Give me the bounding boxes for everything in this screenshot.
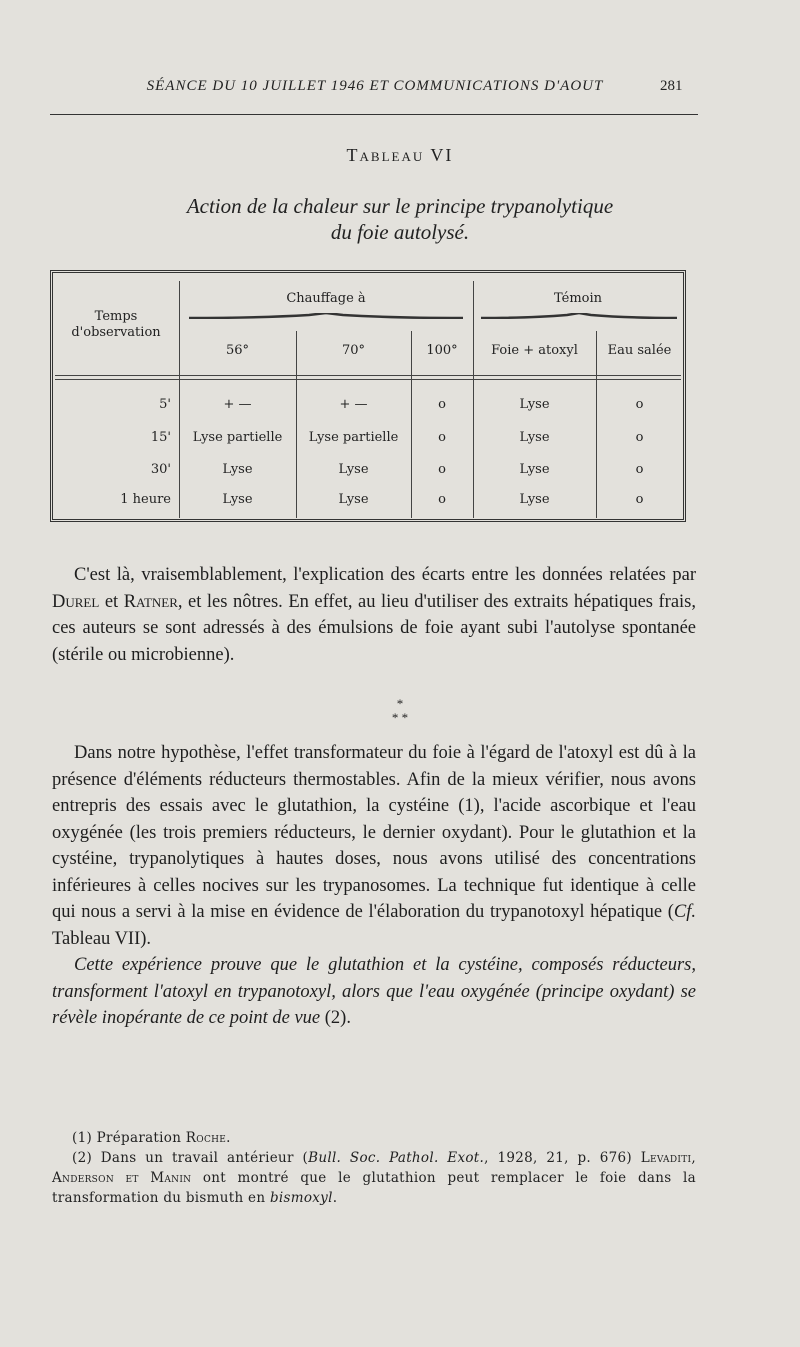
table-divider — [411, 331, 412, 518]
caption-line-2: du foie autolysé. — [330, 220, 470, 244]
row-1-foie: Lyse — [519, 397, 550, 412]
header-separator — [55, 375, 681, 376]
para1-text: C'est là, vraisemblablement, l'explication des écarts entre les données relatées par — [74, 565, 696, 585]
brace-heating — [189, 313, 463, 319]
row-1-eau: o — [635, 397, 644, 412]
sub-header-eau-salee: Eau salée — [607, 343, 672, 358]
col-time-header-2: d'observation — [71, 325, 161, 340]
row-4-56: Lyse — [222, 492, 253, 507]
running-title: SÉANCE DU 10 JUILLET 1946 ET COMMUNICATIONS D'AOUT — [146, 78, 604, 94]
row-4-time: 1 heure — [120, 492, 171, 507]
row-3-100: o — [438, 462, 446, 477]
footnote-text: (2) Dans un travail antérieur ( — [72, 1150, 309, 1166]
conclusion-italic: Cette expérience prouve que le glutathion et la cystéine, composés réducteurs, transforment l'atoxyl en trypanotoxyl, alors que l'eau oxygénée (principe oxydant) se révèle inopérante de ce point de vue — [52, 955, 696, 1028]
separator-star-top: * — [396, 696, 404, 711]
footnote-text: . — [332, 1190, 338, 1206]
paragraph-1 — [52, 562, 696, 668]
caption-line-1: Action de la chaleur sur le principe trypanolytique — [186, 194, 614, 218]
para2-text: Tableau VII). — [52, 928, 152, 949]
page-number: 281 — [660, 78, 683, 94]
results-table — [50, 270, 686, 522]
para1-text: et — [99, 591, 124, 612]
col-time-header-1: Temps — [94, 309, 138, 324]
author-ratner: Ratner — [123, 591, 178, 612]
header-rule — [50, 114, 698, 115]
footnotes — [52, 1128, 696, 1208]
table-divider — [296, 331, 297, 518]
footnote-text: . — [226, 1130, 231, 1146]
row-1-56: + — — [223, 397, 252, 412]
journal-title: Bull. Soc. Pathol. Exot. — [308, 1150, 485, 1166]
row-2-eau: o — [635, 430, 644, 445]
group-control-header: Témoin — [553, 291, 603, 306]
footnote-term: bismoxyl — [269, 1190, 333, 1206]
row-4-eau: o — [635, 492, 644, 507]
footnote-text: (1) Préparation — [72, 1130, 186, 1146]
row-3-foie: Lyse — [519, 462, 550, 477]
footnote-authors: Levaditi, Anderson et Manin — [52, 1150, 696, 1186]
author-durel: Durel — [52, 591, 100, 612]
sub-header-foie-atoxyl: Foie + atoxyl — [491, 343, 578, 358]
table-caption — [100, 193, 700, 245]
footnote-ref-2: (2). — [320, 1008, 351, 1028]
sub-header-100: 100° — [426, 343, 458, 358]
row-4-70: Lyse — [338, 492, 369, 507]
footnote-text: , 1928, 21, p. 676) — [484, 1150, 641, 1166]
row-4-foie: Lyse — [519, 492, 550, 507]
row-1-70: + — — [339, 397, 368, 412]
row-3-56: Lyse — [222, 462, 253, 477]
row-1-time: 5' — [159, 397, 171, 412]
footnote-name: Roche — [185, 1130, 227, 1146]
row-3-70: Lyse — [338, 462, 369, 477]
row-1-100: o — [438, 397, 446, 412]
row-2-70: Lyse partielle — [308, 430, 399, 445]
table-title: Tableau VI — [346, 145, 454, 165]
row-2-time: 15' — [150, 430, 171, 445]
cf-ref: Cf. — [673, 902, 696, 922]
paragraph-2 — [52, 740, 696, 1032]
separator-stars-bottom: * * — [391, 710, 409, 725]
row-2-100: o — [438, 430, 446, 445]
footnote-text: ont montré que le glutathion peut remplacer le foie dans la transformation du bismuth en — [52, 1170, 696, 1206]
group-heating-header: Chauffage à — [286, 291, 366, 306]
para2-text: Dans notre hypothèse, l'effet transformateur du foie à l'égard de l'atoxyl est dû à la présence d'éléments réducteurs thermostables. Afin de la mieux vérifier, nous avons entrepris des essais avec le glutathion, la cystéine (1), l'acide ascorbique et l'eau oxygénée (les trois premiers réducteurs, le dernier oxydant). Pour le glutathion et la cystéine, trypanolytiques à hautes doses, nous avons utilisé des concentrations inférieures à celles nocives sur les trypanosomes. La technique fut identique à celle qui nous a servi à la mise en évidence de l'élaboration du trypanotoxyl hépatique ( — [52, 743, 696, 922]
sub-header-70: 70° — [341, 343, 366, 358]
row-2-56: Lyse partielle — [192, 430, 283, 445]
brace-control — [481, 313, 677, 319]
footnote-1 — [52, 1128, 696, 1148]
header-separator — [55, 379, 681, 380]
row-3-eau: o — [635, 462, 644, 477]
para1-text: , et les nôtres. En effet, au lieu d'utiliser des extraits hépatiques frais, ces auteurs se sont adressés à des émulsions de foie ayant subi l'autolyse spontanée (stérile ou microbienne). — [52, 591, 696, 665]
footnote-2 — [52, 1148, 696, 1208]
row-2-foie: Lyse — [519, 430, 550, 445]
row-4-100: o — [438, 492, 446, 507]
row-3-time: 30' — [150, 462, 171, 477]
sub-header-56: 56° — [225, 343, 250, 358]
table-divider — [596, 331, 597, 518]
